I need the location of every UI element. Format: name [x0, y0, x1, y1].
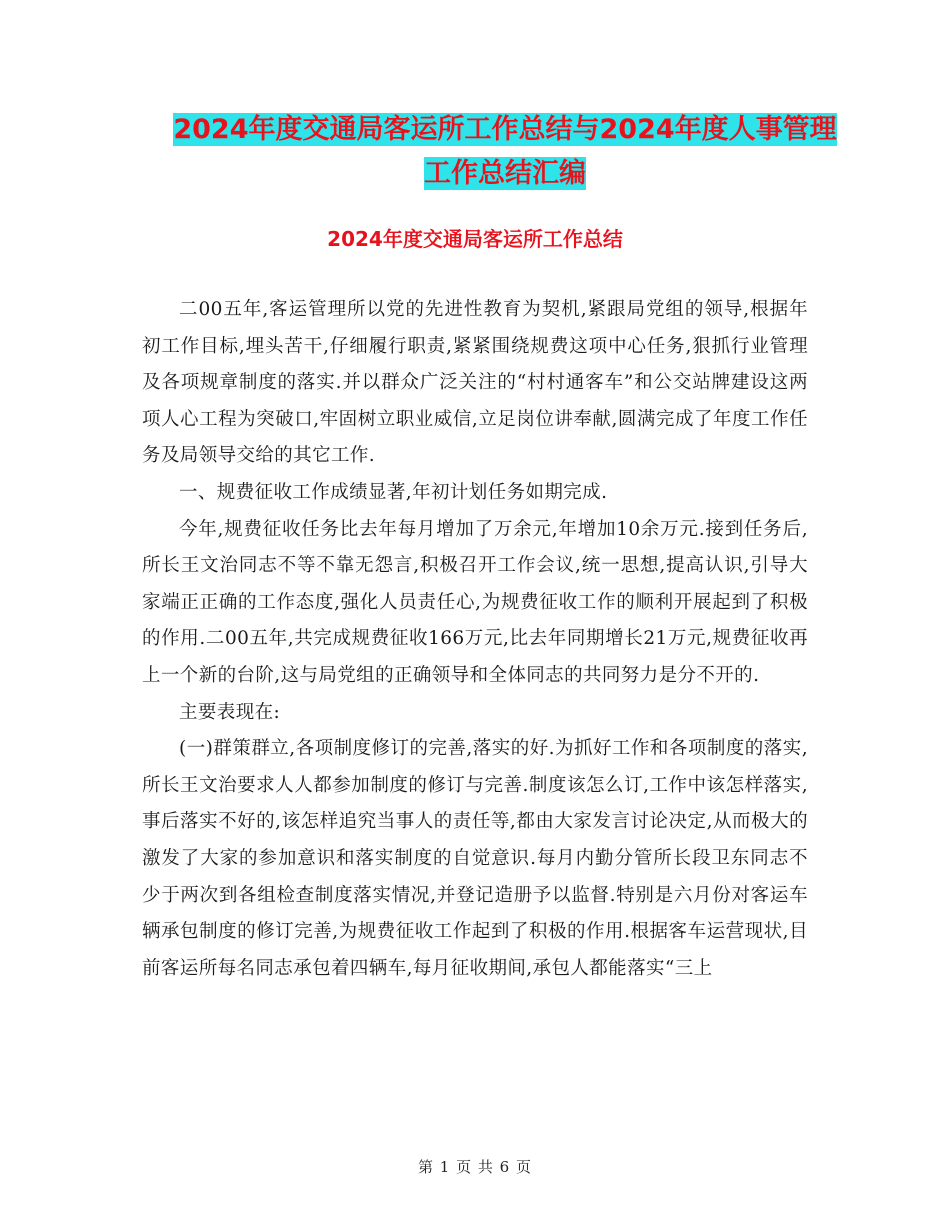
paragraph-main-points: 主要表现在: [179, 701, 281, 723]
document-main-title [110, 108, 900, 196]
paragraph-point-1: (一)群策群立,各项制度修订的完善,落实的好.为抓好工作和各项制度的落实,所长王文治要求人人都参加制度的修订与完善.制度该怎么订,工作中该怎样落实,事后落实不好的,该怎样追究当事人的责任等,都由大家发言讨论决定,从而极大的激发了大家的参加意识和落实制度的自觉意识.每月内勤分管所长段卫东同志不少于两次到各组检查制度落实情况,并登记造册予以监督.特别是六月份对客运车辆承包制度的修订完善,为规费征收工作起到了积极的作用.根据客车运营现状,目前客运所每名同志承包着四辆车,每月征收期间,承包人都能落实“三上 [142, 738, 808, 979]
document-body [142, 292, 808, 987]
paragraph-fee-collection: 今年,规费征收任务比去年每月增加了万余元,年增加10余万元.接到任务后,所长王文治同志不等不靠无怨言,积极召开工作会议,统一思想,提高认识,引导大家端正正确的工作态度,强化人员责任心,为规费征收工作的顺利开展起到了积极的作用.二00五年,共完成规费征收166万元,比去年同期增长21万元,规费征收再上一个新的台阶,这与局党组的正确领导和全体同志的共同努力是分不开的. [142, 518, 808, 686]
section-title: 2024年度交通局客运所工作总结 [327, 227, 623, 251]
page-footer: 第 1 页 共 6 页 [418, 1158, 532, 1176]
paragraph-intro: 二00五年,客运管理所以党的先进性教育为契机,紧跟局党组的领导,根据年初工作目标,埋头苦干,仔细履行职责,紧紧围绕规费这项中心任务,狠抓行业管理及各项规章制度的落实.并以群众广泛关注的“村村通客车”和公交站牌建设这两项人心工程为突破口,牢固树立职业威信,立足岗位讲奉献,圆满完成了年度工作任务及局领导交给的其它工作. [142, 299, 808, 467]
main-title-line-2: 工作总结汇编 [424, 158, 586, 189]
main-title-line-1: 2024年度交通局客运所工作总结与2024年度人事管理 [173, 114, 837, 145]
paragraph-heading-1: 一、规费征收工作成绩显著,年初计划任务如期完成. [179, 481, 608, 503]
